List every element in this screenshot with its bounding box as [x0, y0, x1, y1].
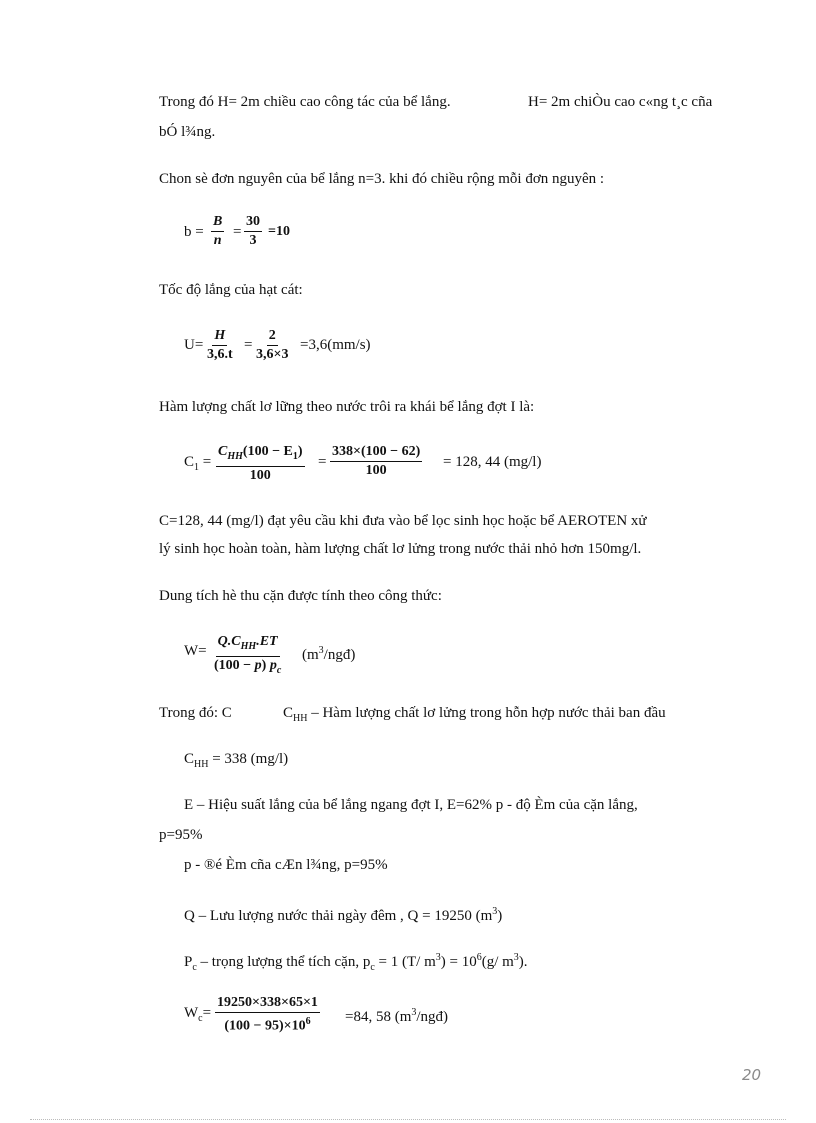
fraction-denominator: 3 — [249, 233, 257, 248]
var-p: p — [269, 657, 277, 673]
fraction-numerator: H — [212, 327, 227, 346]
text-span: P — [184, 954, 193, 970]
var-c: C — [283, 705, 294, 721]
text-span: (g/ m — [481, 954, 514, 970]
fraction-numerator: 30 — [244, 213, 262, 232]
garbled-text — [528, 93, 712, 111]
equation-lhs: U= — [184, 337, 204, 353]
var-c: C — [184, 751, 195, 767]
subscript: 1 — [292, 450, 298, 462]
superscript: 3 — [492, 906, 498, 917]
text-line — [283, 704, 666, 728]
numerator-text: .ET — [256, 634, 278, 649]
text-span: = 1 (T/ m — [374, 954, 436, 970]
fraction-denominator: n — [213, 233, 222, 248]
fraction-denominator: 100 — [249, 467, 271, 483]
superscript: 3 — [318, 645, 324, 656]
text-line — [159, 704, 232, 722]
equals-sign: = — [202, 1005, 212, 1021]
fraction — [244, 213, 262, 250]
text-line: p=95% — [159, 827, 203, 843]
text-span: – trọng lượng thể tích cặn, p — [196, 954, 371, 970]
text-line — [184, 750, 288, 774]
subscript: HH — [227, 450, 243, 462]
subscript: c — [192, 962, 197, 973]
text-line: Chon sè đơn nguyên của bể lắng n=3. khi đó chiều rộng mỗi đơn nguyên : — [159, 171, 605, 187]
fraction — [205, 327, 235, 364]
equation-lhs — [184, 1004, 211, 1028]
numerator-text: Q.C — [217, 634, 241, 649]
equals-sign: = — [318, 454, 327, 470]
fraction-denominator: 3,6.t — [207, 347, 233, 362]
result-text: /ngđ) — [416, 1009, 449, 1025]
equation-result: = 128, 44 (mg/l) — [443, 454, 542, 470]
result-text: =84, 58 (m — [345, 1009, 412, 1025]
equation-lhs: b = — [184, 224, 204, 240]
var-w: W — [184, 1005, 199, 1021]
units-text: /ngđ) — [323, 647, 356, 663]
text-span: – Hàm lượng chất lơ lửng trong hỗn hợp nước thải ban đầu — [307, 705, 666, 721]
superscript: 3 — [435, 952, 441, 963]
numerator-text: ) — [297, 444, 303, 459]
fraction — [215, 994, 320, 1036]
fraction-numerator: B — [211, 213, 224, 232]
fraction — [211, 213, 224, 250]
fraction-numerator: 338×(100 − 62) — [330, 443, 422, 462]
subscript: c — [198, 1013, 203, 1024]
footer-divider — [30, 1119, 786, 1120]
superscript: 3 — [411, 1007, 417, 1018]
text-line: Dung tích hè thu cặn được tính theo công thức: — [159, 588, 442, 604]
equals-sign: = — [233, 224, 242, 240]
fraction-denominator: 100 — [365, 463, 387, 478]
text-line: p - ®é Èm cña cÆn l¾ng, p=95% — [184, 857, 388, 873]
fraction-numerator: 2 — [267, 327, 278, 346]
superscript: 3 — [513, 952, 519, 963]
text-line: C=128, 44 (mg/l) đạt yêu cầu khi đưa vào bể lọc sinh học hoặc bể AEROTEN xử — [159, 513, 647, 529]
subscript: HH — [194, 759, 209, 770]
equals-sign: = — [202, 454, 212, 470]
superscript: 6 — [305, 1016, 311, 1027]
subscript: c — [370, 962, 375, 973]
text-line — [159, 93, 451, 111]
units-text: (m — [302, 647, 319, 663]
page-number: 20 — [742, 1066, 762, 1084]
text-line-main: Trong đó H= 2m chiều cao công tác của bể lắng. — [159, 94, 451, 110]
text-span: = 338 (mg/l) — [208, 751, 289, 767]
fraction-numerator — [216, 633, 280, 657]
text-line: Tốc độ lắng của hạt cát: — [159, 282, 303, 298]
numerator-text: (100 − E — [242, 444, 293, 459]
text-line: Hàm lượng chất lơ lững theo nước trôi ra khái bể lắng đợt I là: — [159, 399, 535, 415]
denominator-text: ) — [261, 657, 270, 673]
text-line — [184, 903, 502, 925]
subscript: 1 — [194, 462, 200, 473]
equation-units — [302, 642, 355, 664]
fraction — [330, 443, 422, 480]
fraction-numerator: 19250×338×65×1 — [215, 994, 320, 1013]
fraction-denominator: 3,6×3 — [256, 347, 289, 362]
var-p: p — [254, 657, 262, 673]
subscript: HH — [240, 640, 257, 652]
text-span: ). — [518, 954, 528, 970]
equation-result: =10 — [268, 224, 290, 239]
var-c: C — [184, 454, 195, 470]
equals-sign: = — [244, 337, 253, 353]
equation-result — [345, 1004, 448, 1026]
text-span: ) — [497, 908, 503, 924]
text-line: bÓ l¾ng. — [159, 124, 216, 140]
garbled-text-span: H= 2m chiÒu cao c«ng t¸c cña — [528, 94, 713, 110]
equation-lhs — [184, 453, 211, 477]
text-span: ) = 10 — [440, 954, 477, 970]
fraction-denominator — [212, 657, 283, 680]
fraction — [212, 633, 283, 680]
text-line: E – Hiệu suất lắng của bể lắng ngang đợt I, E=62% p - độ Èm của cặn lắng, — [184, 797, 638, 813]
fraction-denominator — [222, 1013, 312, 1036]
subscript: c — [276, 664, 282, 676]
fraction-numerator — [216, 443, 305, 467]
text-span: Trong đó: C — [159, 705, 232, 721]
denominator-text: (100 − 95)×10 — [224, 1018, 306, 1034]
fraction — [216, 443, 305, 485]
equation-lhs: W= — [184, 643, 207, 659]
subscript: HH — [293, 713, 308, 724]
superscript: 6 — [476, 952, 482, 963]
denominator-text: (100 − — [214, 657, 255, 673]
text-line — [184, 949, 528, 977]
fraction — [254, 327, 290, 364]
text-line: lý sinh học hoàn toàn, hàm lượng chất lơ lửng trong nước thải nhỏ hơn 150mg/l. — [159, 541, 642, 557]
equation-result: =3,6(mm/s) — [300, 337, 371, 353]
var-c: C — [218, 444, 228, 459]
text-span: Q – Lưu lượng nước thải ngày đêm , Q = 19250 (m — [184, 908, 493, 924]
